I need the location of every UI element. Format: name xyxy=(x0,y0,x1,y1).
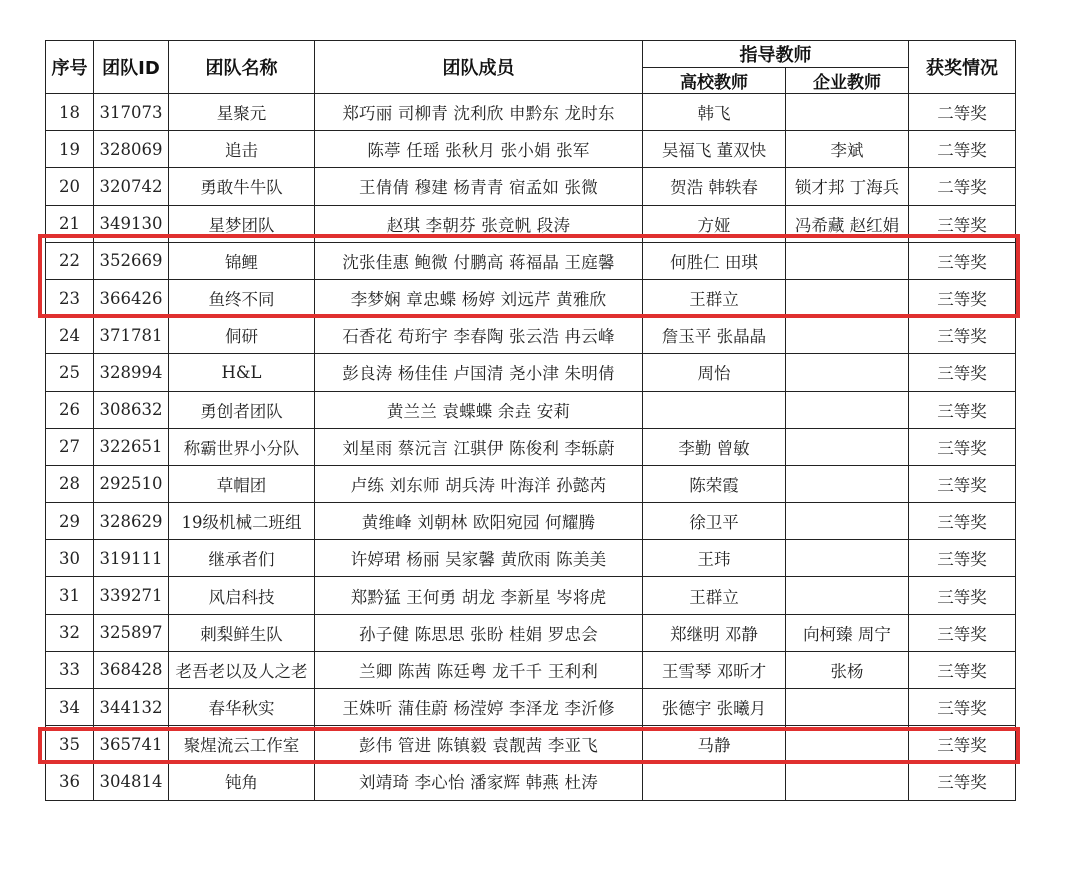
cell-no: 28 xyxy=(46,465,94,502)
header-school-teacher: 高校教师 xyxy=(643,68,786,94)
cell-team-name: 19级机械二班组 xyxy=(169,503,315,540)
cell-members: 沈张佳惠 鲍微 付鹏高 蒋福晶 王庭馨 xyxy=(315,242,643,279)
table-row xyxy=(46,391,1016,428)
table-row xyxy=(46,503,1016,540)
cell-team-name: H&L xyxy=(169,354,315,391)
cell-award: 三等奖 xyxy=(909,279,1016,316)
cell-award: 三等奖 xyxy=(909,726,1016,763)
cell-award: 三等奖 xyxy=(909,391,1016,428)
cell-members: 石香花 苟珩宇 李春陶 张云浩 冉云峰 xyxy=(315,317,643,354)
table-row xyxy=(46,94,1016,131)
cell-members: 王倩倩 穆建 杨青青 宿孟如 张微 xyxy=(315,168,643,205)
cell-members: 彭良涛 杨佳佳 卢国清 尧小津 朱明倩 xyxy=(315,354,643,391)
cell-no: 30 xyxy=(46,540,94,577)
cell-no: 23 xyxy=(46,279,94,316)
cell-award: 三等奖 xyxy=(909,465,1016,502)
cell-school-teacher: 韩飞 xyxy=(643,94,786,131)
table-row xyxy=(46,242,1016,279)
header-members: 团队成员 xyxy=(315,41,643,94)
cell-school-teacher: 陈荣霞 xyxy=(643,465,786,502)
cell-members: 卢练 刘东师 胡兵涛 叶海洋 孙懿芮 xyxy=(315,465,643,502)
cell-company-teacher xyxy=(786,94,909,131)
table-row xyxy=(46,465,1016,502)
table-row xyxy=(46,131,1016,168)
cell-members: 彭伟 管进 陈镇毅 袁靓茜 李亚飞 xyxy=(315,726,643,763)
table-row xyxy=(46,614,1016,651)
award-table xyxy=(45,40,1016,801)
cell-company-teacher xyxy=(786,763,909,800)
table-row xyxy=(46,763,1016,800)
cell-team-id: 292510 xyxy=(94,465,169,502)
header-award: 获奖情况 xyxy=(909,41,1016,94)
table-row xyxy=(46,540,1016,577)
cell-no: 18 xyxy=(46,94,94,131)
cell-award: 三等奖 xyxy=(909,614,1016,651)
cell-team-name: 星聚元 xyxy=(169,94,315,131)
cell-members: 郑巧丽 司柳青 沈利欣 申黔东 龙时东 xyxy=(315,94,643,131)
cell-school-teacher: 王群立 xyxy=(643,577,786,614)
cell-members: 黄维峰 刘朝林 欧阳宛园 何耀腾 xyxy=(315,503,643,540)
cell-company-teacher xyxy=(786,726,909,763)
cell-award: 二等奖 xyxy=(909,131,1016,168)
cell-school-teacher: 何胜仁 田琪 xyxy=(643,242,786,279)
cell-award: 三等奖 xyxy=(909,354,1016,391)
table-row xyxy=(46,689,1016,726)
cell-team-id: 319111 xyxy=(94,540,169,577)
cell-team-name: 称霸世界小分队 xyxy=(169,428,315,465)
cell-team-id: 344132 xyxy=(94,689,169,726)
cell-no: 27 xyxy=(46,428,94,465)
cell-team-name: 鱼终不同 xyxy=(169,279,315,316)
cell-award: 二等奖 xyxy=(909,94,1016,131)
cell-team-name: 继承者们 xyxy=(169,540,315,577)
header-team-id: 团队ID xyxy=(94,41,169,94)
cell-company-teacher xyxy=(786,465,909,502)
table-row xyxy=(46,317,1016,354)
cell-no: 25 xyxy=(46,354,94,391)
table-row xyxy=(46,279,1016,316)
cell-award: 三等奖 xyxy=(909,540,1016,577)
cell-no: 21 xyxy=(46,205,94,242)
cell-company-teacher xyxy=(786,354,909,391)
table-body xyxy=(46,94,1016,801)
cell-team-id: 320742 xyxy=(94,168,169,205)
cell-company-teacher xyxy=(786,503,909,540)
cell-school-teacher xyxy=(643,391,786,428)
cell-team-id: 322651 xyxy=(94,428,169,465)
cell-team-name: 锦鲤 xyxy=(169,242,315,279)
cell-members: 黄兰兰 袁蝶蝶 余垚 安莉 xyxy=(315,391,643,428)
cell-school-teacher: 方娅 xyxy=(643,205,786,242)
cell-no: 34 xyxy=(46,689,94,726)
cell-team-name: 聚煋流云工作室 xyxy=(169,726,315,763)
cell-company-teacher xyxy=(786,689,909,726)
cell-award: 二等奖 xyxy=(909,168,1016,205)
cell-team-id: 368428 xyxy=(94,651,169,688)
cell-members: 王姝听 蒲佳蔚 杨滢婷 李泽龙 李沂修 xyxy=(315,689,643,726)
cell-no: 32 xyxy=(46,614,94,651)
cell-members: 许婷珺 杨丽 吴家馨 黄欣雨 陈美美 xyxy=(315,540,643,577)
cell-team-id: 317073 xyxy=(94,94,169,131)
cell-school-teacher: 贺浩 韩轶春 xyxy=(643,168,786,205)
cell-company-teacher xyxy=(786,317,909,354)
table-row xyxy=(46,354,1016,391)
cell-team-name: 春华秋实 xyxy=(169,689,315,726)
cell-team-id: 365741 xyxy=(94,726,169,763)
cell-team-name: 侗研 xyxy=(169,317,315,354)
cell-school-teacher: 王玮 xyxy=(643,540,786,577)
cell-award: 三等奖 xyxy=(909,205,1016,242)
cell-company-teacher xyxy=(786,242,909,279)
cell-team-id: 328069 xyxy=(94,131,169,168)
cell-company-teacher xyxy=(786,428,909,465)
table-row xyxy=(46,168,1016,205)
cell-company-teacher: 张杨 xyxy=(786,651,909,688)
cell-company-teacher xyxy=(786,391,909,428)
cell-company-teacher xyxy=(786,577,909,614)
cell-team-id: 328629 xyxy=(94,503,169,540)
cell-no: 35 xyxy=(46,726,94,763)
header-company-teacher: 企业教师 xyxy=(786,68,909,94)
cell-school-teacher: 王群立 xyxy=(643,279,786,316)
cell-team-id: 325897 xyxy=(94,614,169,651)
cell-school-teacher xyxy=(643,763,786,800)
cell-team-id: 349130 xyxy=(94,205,169,242)
cell-team-id: 308632 xyxy=(94,391,169,428)
cell-team-id: 339271 xyxy=(94,577,169,614)
cell-company-teacher xyxy=(786,540,909,577)
header-team-name: 团队名称 xyxy=(169,41,315,94)
cell-award: 三等奖 xyxy=(909,317,1016,354)
cell-company-teacher: 向柯臻 周宁 xyxy=(786,614,909,651)
cell-no: 22 xyxy=(46,242,94,279)
cell-award: 三等奖 xyxy=(909,689,1016,726)
cell-school-teacher: 徐卫平 xyxy=(643,503,786,540)
cell-school-teacher: 王雪琴 邓昕才 xyxy=(643,651,786,688)
cell-award: 三等奖 xyxy=(909,242,1016,279)
cell-school-teacher: 李勤 曾敏 xyxy=(643,428,786,465)
cell-no: 24 xyxy=(46,317,94,354)
cell-award: 三等奖 xyxy=(909,503,1016,540)
cell-award: 三等奖 xyxy=(909,577,1016,614)
cell-team-name: 草帽团 xyxy=(169,465,315,502)
cell-company-teacher xyxy=(786,279,909,316)
table-header-row xyxy=(46,41,1016,68)
cell-award: 三等奖 xyxy=(909,428,1016,465)
cell-members: 李梦娴 章忠蝶 杨婷 刘远芹 黄雅欣 xyxy=(315,279,643,316)
cell-school-teacher: 吴福飞 董双快 xyxy=(643,131,786,168)
header-no: 序号 xyxy=(46,41,94,94)
table-row xyxy=(46,428,1016,465)
cell-award: 三等奖 xyxy=(909,651,1016,688)
cell-team-name: 追击 xyxy=(169,131,315,168)
cell-team-id: 371781 xyxy=(94,317,169,354)
cell-company-teacher: 冯希藏 赵红娟 xyxy=(786,205,909,242)
cell-school-teacher: 詹玉平 张晶晶 xyxy=(643,317,786,354)
cell-award: 三等奖 xyxy=(909,763,1016,800)
cell-members: 刘星雨 蔡沅言 江骐伊 陈俊利 李轹蔚 xyxy=(315,428,643,465)
cell-members: 兰卿 陈茜 陈廷粤 龙千千 王利利 xyxy=(315,651,643,688)
header-advisors: 指导教师 xyxy=(643,41,909,68)
cell-no: 26 xyxy=(46,391,94,428)
cell-members: 陈葶 任瑶 张秋月 张小娟 张军 xyxy=(315,131,643,168)
table-row xyxy=(46,726,1016,763)
cell-no: 19 xyxy=(46,131,94,168)
cell-school-teacher: 马静 xyxy=(643,726,786,763)
cell-members: 赵琪 李朝芬 张竞帆 段涛 xyxy=(315,205,643,242)
cell-school-teacher: 郑继明 邓静 xyxy=(643,614,786,651)
cell-school-teacher: 张德宇 张曦月 xyxy=(643,689,786,726)
table-row xyxy=(46,205,1016,242)
cell-no: 36 xyxy=(46,763,94,800)
cell-team-id: 328994 xyxy=(94,354,169,391)
cell-no: 33 xyxy=(46,651,94,688)
cell-team-name: 钝角 xyxy=(169,763,315,800)
cell-team-id: 352669 xyxy=(94,242,169,279)
cell-members: 刘靖琦 李心怡 潘家辉 韩燕 杜涛 xyxy=(315,763,643,800)
cell-members: 孙子健 陈思思 张盼 桂娟 罗忠会 xyxy=(315,614,643,651)
cell-team-name: 勇敢牛牛队 xyxy=(169,168,315,205)
cell-team-id: 304814 xyxy=(94,763,169,800)
table-row xyxy=(46,577,1016,614)
cell-no: 20 xyxy=(46,168,94,205)
cell-company-teacher: 锁才邦 丁海兵 xyxy=(786,168,909,205)
cell-school-teacher: 周怡 xyxy=(643,354,786,391)
cell-no: 29 xyxy=(46,503,94,540)
cell-members: 郑黔猛 王何勇 胡龙 李新星 岑将虎 xyxy=(315,577,643,614)
cell-team-name: 老吾老以及人之老 xyxy=(169,651,315,688)
cell-team-name: 刺梨鲜生队 xyxy=(169,614,315,651)
cell-team-name: 星梦团队 xyxy=(169,205,315,242)
cell-team-name: 风启科技 xyxy=(169,577,315,614)
cell-company-teacher: 李斌 xyxy=(786,131,909,168)
cell-team-id: 366426 xyxy=(94,279,169,316)
cell-no: 31 xyxy=(46,577,94,614)
table-row xyxy=(46,651,1016,688)
cell-team-name: 勇创者团队 xyxy=(169,391,315,428)
